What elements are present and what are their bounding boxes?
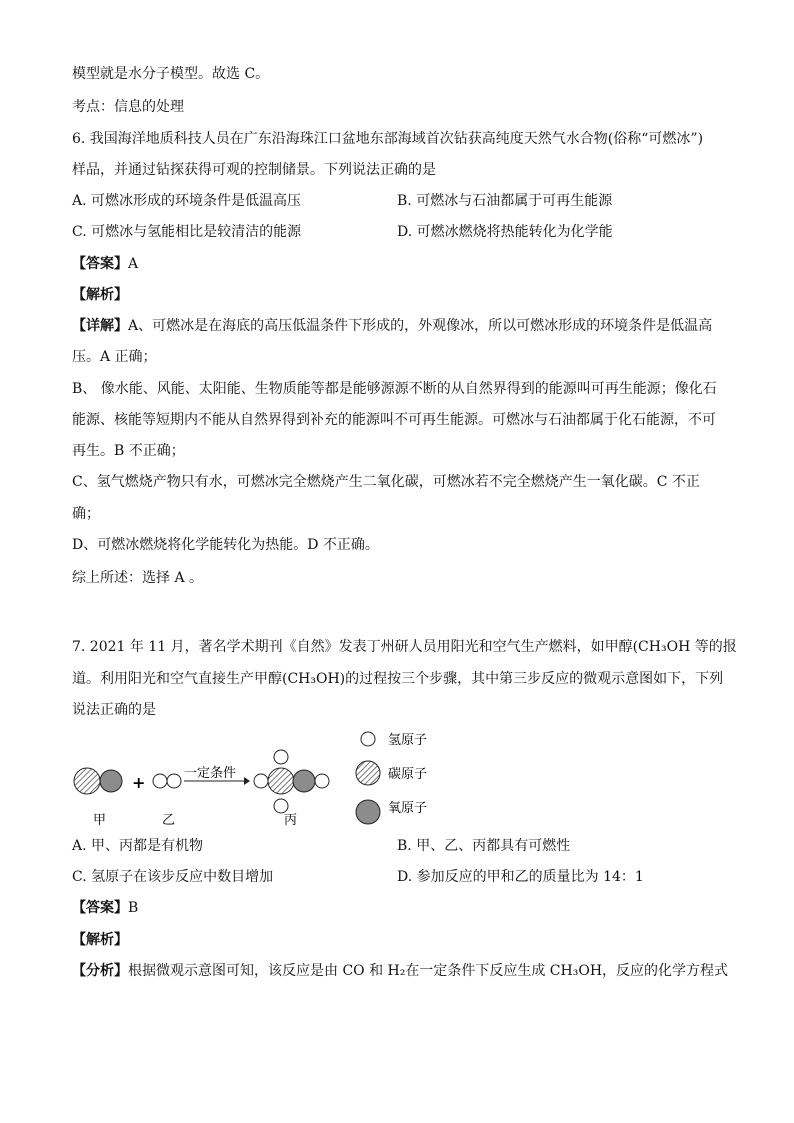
q6-detail bbox=[72, 316, 712, 336]
text-line: B、 像水能、风能、太阳能、生物质能等都是能够源源不断的从自然界得到的能源叫可再生能源；像化石 bbox=[72, 381, 717, 397]
hydrogen-atom bbox=[167, 774, 181, 788]
q7-answer bbox=[72, 898, 138, 918]
answer-value: A bbox=[128, 256, 139, 272]
text-line: 压。A 正确； bbox=[72, 349, 157, 365]
detail-tag: 【详解】 bbox=[72, 318, 128, 334]
answer-value: B bbox=[128, 900, 139, 916]
q6-answer bbox=[72, 254, 138, 274]
question-7-stem: 道。利用阳光和空气直接生产甲醇(CH₃OH)的过程按三个步骤，其中第三步反应的微观示意图如下，下列 bbox=[72, 671, 724, 687]
label-bing: 丙 bbox=[284, 813, 298, 828]
label-jia: 甲 bbox=[93, 813, 107, 828]
legend-carbon-icon bbox=[356, 761, 380, 785]
oxygen-atom bbox=[100, 770, 122, 792]
question-6-stem: 样品，并通过钻探获得可观的控制储景。下列说法正确的是 bbox=[72, 162, 436, 178]
hydrogen-atom bbox=[153, 774, 167, 788]
q7-option-a: A. 甲、丙都是有机物 bbox=[72, 838, 204, 854]
hydrogen-atom bbox=[274, 750, 288, 764]
carbon-atom bbox=[74, 768, 100, 794]
analysis-text: 根据微观示意图可知，该反应是由 CO 和 H₂在一定条件下反应生成 CH₃OH，反应的化学方程式 bbox=[128, 963, 729, 979]
question-6-stem: 6. 我国海洋地质科技人员在广东沿海珠江口盆地东部海域首次钻获高纯度天然气水合物(俗称“可燃冰”) bbox=[72, 131, 704, 147]
reaction-diagram bbox=[0, 720, 794, 835]
text-line: 综上所述：选择 A 。 bbox=[72, 570, 204, 586]
legend-hydrogen-icon bbox=[361, 732, 375, 746]
legend-hydrogen-label: 氢原子 bbox=[388, 733, 428, 748]
q6-option-a: A. 可燃冰形成的环境条件是低温高压 bbox=[72, 193, 302, 209]
carbon-atom bbox=[268, 768, 294, 794]
legend-carbon-label: 碳原子 bbox=[388, 767, 428, 782]
q6-option-c: C. 可燃冰与氢能相比是较清洁的能源 bbox=[72, 224, 302, 240]
text-line: D、可燃冰燃烧将化学能转化为热能。D 不正确。 bbox=[72, 537, 379, 553]
q7-analysis bbox=[72, 961, 728, 981]
text-line: 能源、核能等短期内不能从自然界得到补充的能源叫不可再生能源。可燃冰与石油都属于化石能源，不可 bbox=[72, 412, 716, 428]
text-line: 确； bbox=[72, 506, 100, 522]
label-yi: 乙 bbox=[162, 813, 176, 828]
q7-option-b: B. 甲、乙、丙都具有可燃性 bbox=[397, 838, 571, 854]
hydrogen-atom bbox=[274, 799, 288, 813]
legend-oxygen-icon bbox=[356, 800, 380, 824]
answer-tag: 【答案】 bbox=[72, 256, 128, 272]
hydrogen-atom bbox=[254, 774, 268, 788]
q7-option-d: D. 参加反应的甲和乙的质量比为 14：1 bbox=[397, 869, 644, 885]
detail-text: A、可燃冰是在海底的高压低温条件下形成的，外观像冰，所以可燃冰形成的环境条件是低温高 bbox=[128, 318, 713, 334]
question-7-stem: 说法正确的是 bbox=[72, 702, 156, 718]
question-7-stem: 7. 2021 年 11 月，著名学术期刊《自然》发表丁州研人员用阳光和空气生产燃料，如甲醇(CH₃OH 等的报 bbox=[72, 639, 737, 655]
hydrogen-atom bbox=[315, 774, 329, 788]
text-line: C、氢气燃烧产物只有水，可燃冰完全燃烧产生二氧化碳，可燃冰若不完全燃烧产生一氧化碳。C 不正 bbox=[72, 474, 700, 490]
reaction-condition: 一定条件 bbox=[184, 766, 237, 781]
text-line: 考点：信息的处理 bbox=[72, 99, 184, 115]
q6-option-d: D. 可燃冰燃烧将热能转化为化学能 bbox=[397, 224, 613, 240]
text-line: 再生。B 不正确； bbox=[72, 443, 185, 459]
analysis-tag: 【分析】 bbox=[72, 963, 128, 979]
legend-oxygen-label: 氧原子 bbox=[388, 801, 428, 816]
text-line: 模型就是水分子模型。故选 C。 bbox=[72, 66, 270, 82]
plus-sign: + bbox=[132, 773, 146, 792]
q6-option-b: B. 可燃冰与石油都属于可再生能源 bbox=[397, 193, 613, 209]
q6-analysis-tag: 【解析】 bbox=[72, 287, 128, 303]
arrow-head-icon bbox=[244, 777, 250, 785]
oxygen-atom bbox=[293, 770, 315, 792]
q7-option-c: C. 氢原子在该步反应中数目增加 bbox=[72, 869, 274, 885]
q7-analysis-tag: 【解析】 bbox=[72, 932, 128, 948]
answer-tag: 【答案】 bbox=[72, 900, 128, 916]
